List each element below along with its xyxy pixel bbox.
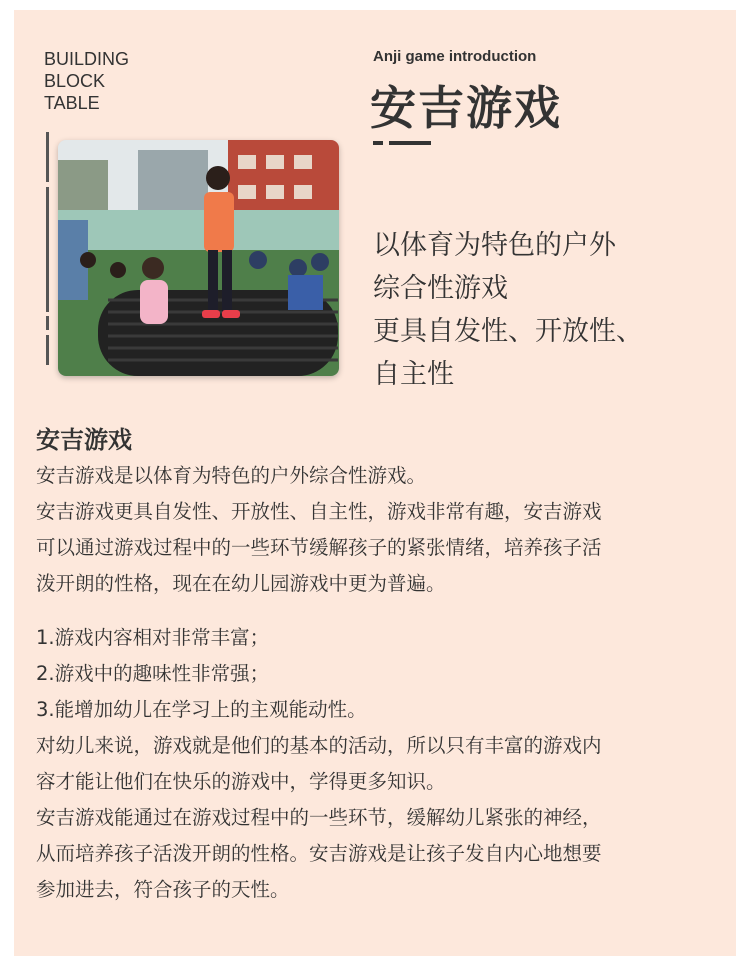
paragraph-line: 从而培养孩子活泼开朗的性格。安吉游戏是让孩子发自内心地想要 — [36, 842, 602, 865]
dash-short — [373, 141, 383, 145]
kids-playing-photo — [58, 140, 339, 376]
label-line: BUILDING — [44, 49, 130, 69]
section-title: 安吉游戏 — [36, 426, 132, 454]
english-subtitle: Anji game introduction — [373, 48, 537, 65]
decor-bar — [46, 132, 49, 182]
page-title: 安吉游戏 — [370, 81, 562, 135]
description-line: 更具自发性、开放性、 — [373, 316, 643, 347]
description-line: 综合性游戏 — [373, 273, 508, 304]
list-item: 2.游戏中的趣味性非常强； — [36, 662, 270, 685]
building-block-table-label — [44, 48, 129, 114]
description-line: 以体育为特色的户外 — [373, 230, 616, 261]
paragraph-line: 容才能让他们在快乐的游戏中，学得更多知识。 — [36, 770, 446, 793]
dash-long — [389, 141, 431, 145]
decor-bar — [46, 335, 49, 365]
paragraph-line: 可以通过游戏过程中的一些环节缓解孩子的紧张情绪，培养孩子活 — [36, 536, 602, 559]
intro-paragraph — [36, 458, 602, 602]
label-line: BLOCK — [44, 71, 106, 91]
paragraph-line: 安吉游戏更具自发性、开放性、自主性，游戏非常有趣，安吉游戏 — [36, 500, 602, 523]
paragraph-line: 安吉游戏能通过在游戏过程中的一些环节，缓解幼儿紧张的神经， — [36, 806, 602, 829]
game-description — [373, 224, 643, 396]
paragraph-line: 对幼儿来说，游戏就是他们的基本的活动，所以只有丰富的游戏内 — [36, 734, 602, 757]
paragraph-line: 安吉游戏是以体育为特色的户外综合性游戏。 — [36, 464, 427, 487]
list-item: 1.游戏内容相对非常丰富； — [36, 626, 270, 649]
paragraph-line: 泼开朗的性格，现在在幼儿园游戏中更为普遍。 — [36, 572, 446, 595]
feature-list — [36, 620, 602, 908]
photo-illustration — [58, 140, 339, 376]
content-card — [14, 10, 736, 956]
decor-bar — [46, 187, 49, 312]
decor-bar — [46, 316, 49, 330]
label-line: TABLE — [44, 93, 100, 113]
description-line: 自主性 — [373, 359, 454, 390]
paragraph-line: 参加进去，符合孩子的天性。 — [36, 878, 290, 901]
list-item: 3.能增加幼儿在学习上的主观能动性。 — [36, 698, 367, 721]
